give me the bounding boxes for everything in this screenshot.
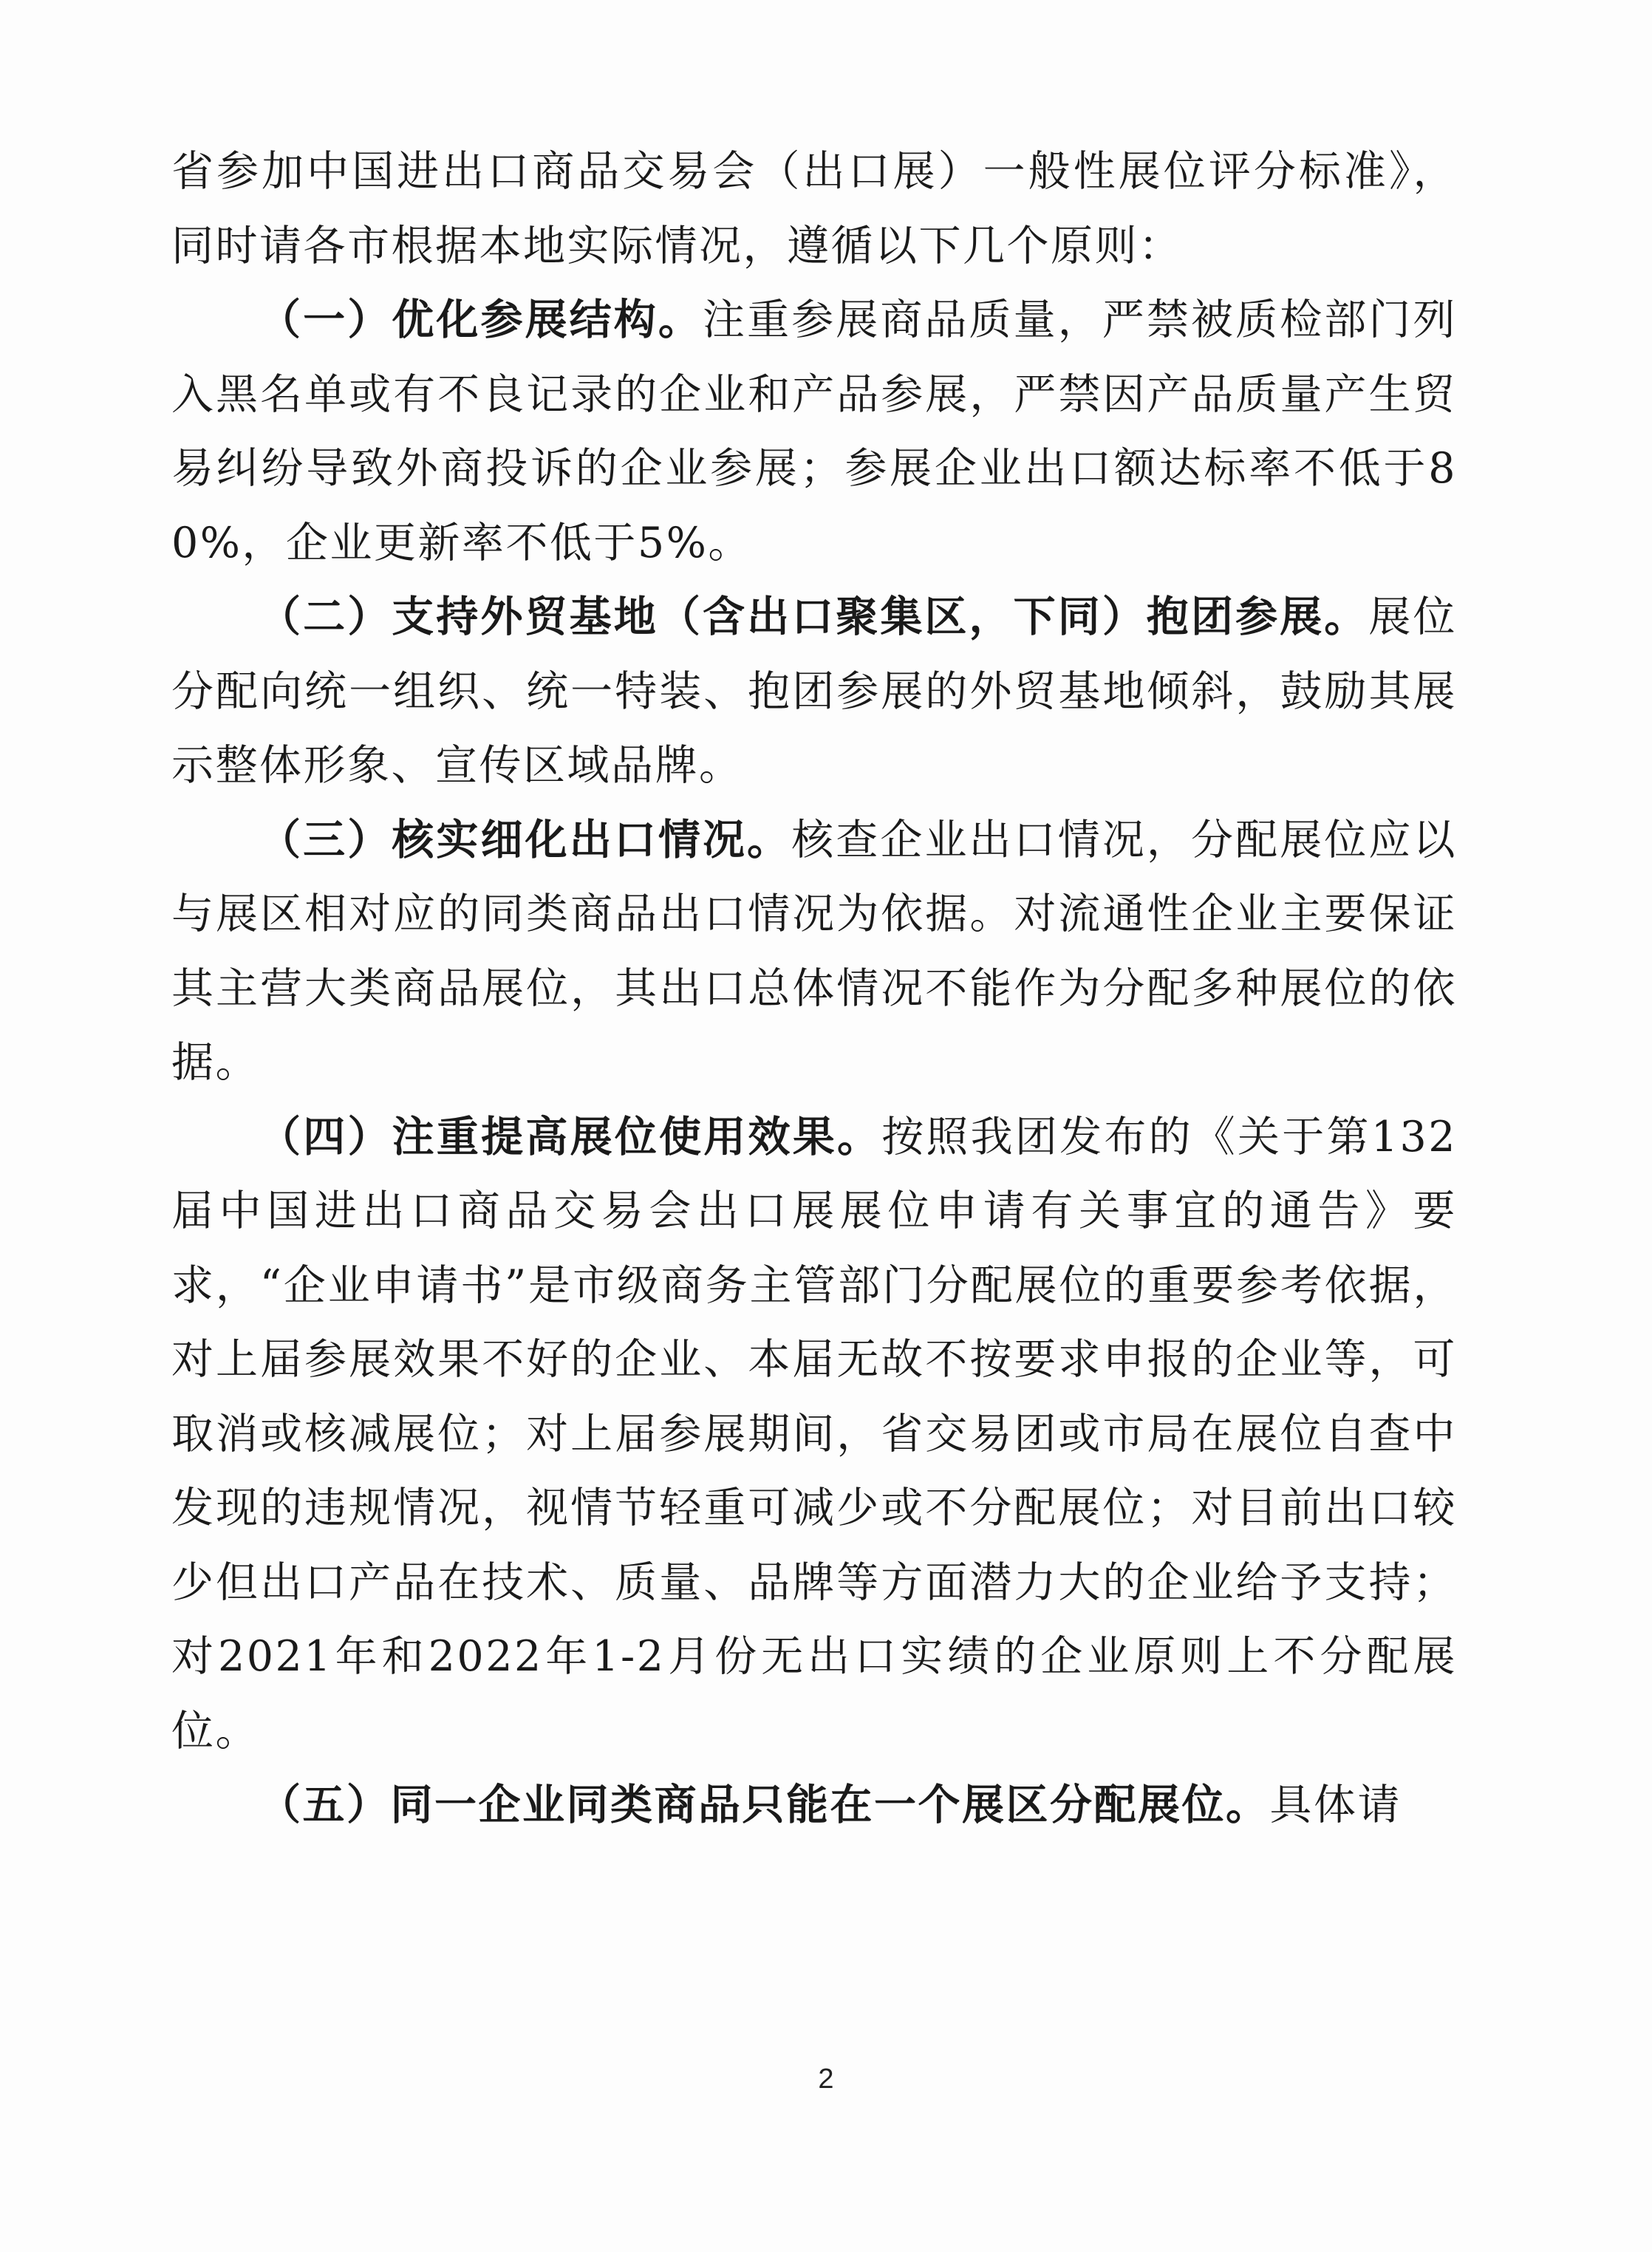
paragraph-principle-5 (171, 1768, 1457, 1843)
principle-heading: （四）注重提高展位使用效果。 (259, 1112, 882, 1161)
principle-heading: （三）核实细化出口情况。 (259, 815, 792, 864)
paragraph-text: 省参加中国进出口商品交易会（出口展）一般性展位评分标准》，同时请各市根据本地实际情况，遵循以下几个原则： (171, 147, 1457, 270)
paragraph-text: 按照我团发布的《关于第132届中国进出口商品交易会出口展展位申请有关事宜的通告》要求，“企业申请书”是市级商务主管部门分配展位的重要参考依据，对上届参展效果不好的企业、本届无故不按要求申报的企业等，可取消或核减展位；对上届参展期间，省交易团或市局在展位自查中发现的违规情况，视情节轻重可减少或不分配展位；对目前出口较少但出口产品在技术、质量、品牌等方面潜力大的企业给予支持；对2021年和2022年1-2月份无出口实绩的企业原则上不分配展位。 (171, 1112, 1458, 1755)
principle-heading: （五）同一企业同类商品只能在一个展区分配展位。 (259, 1781, 1270, 1829)
paragraph-text: 注重参展商品质量，严禁被质检部门列入黑名单或有不良记录的企业和产品参展，严禁因产品质量产生贸易纠纷导致外商投诉的企业参展；参展企业出口额达标率不低于80%，企业更新率不低于5%。 (171, 296, 1458, 567)
principle-heading: （二）支持外贸基地（含出口聚集区，下同）抱团参展。 (259, 593, 1369, 641)
paragraph-text: 展位分配向统一组织、统一特装、抱团参展的外贸基地倾斜，鼓励其展示整体形象、宣传区域品牌。 (171, 593, 1458, 790)
paragraph-text: 核查企业出口情况，分配展位应以与展区相对应的同类商品出口情况为依据。对流通性企业主要保证其主营大类商品展位，其出口总体情况不能作为分配多种展位的依据。 (171, 815, 1458, 1087)
paragraph-principle-2 (171, 580, 1457, 803)
page-number: 2 (818, 2064, 834, 2095)
paragraph-principle-3 (171, 803, 1457, 1100)
paragraph-text: 具体请 (1269, 1781, 1402, 1829)
body-text (171, 134, 1457, 1843)
paragraph-principle-4 (171, 1100, 1457, 1769)
paragraph-intro (171, 134, 1457, 283)
paragraph-principle-1 (171, 283, 1457, 580)
principle-heading: （一）优化参展结构。 (259, 296, 703, 344)
